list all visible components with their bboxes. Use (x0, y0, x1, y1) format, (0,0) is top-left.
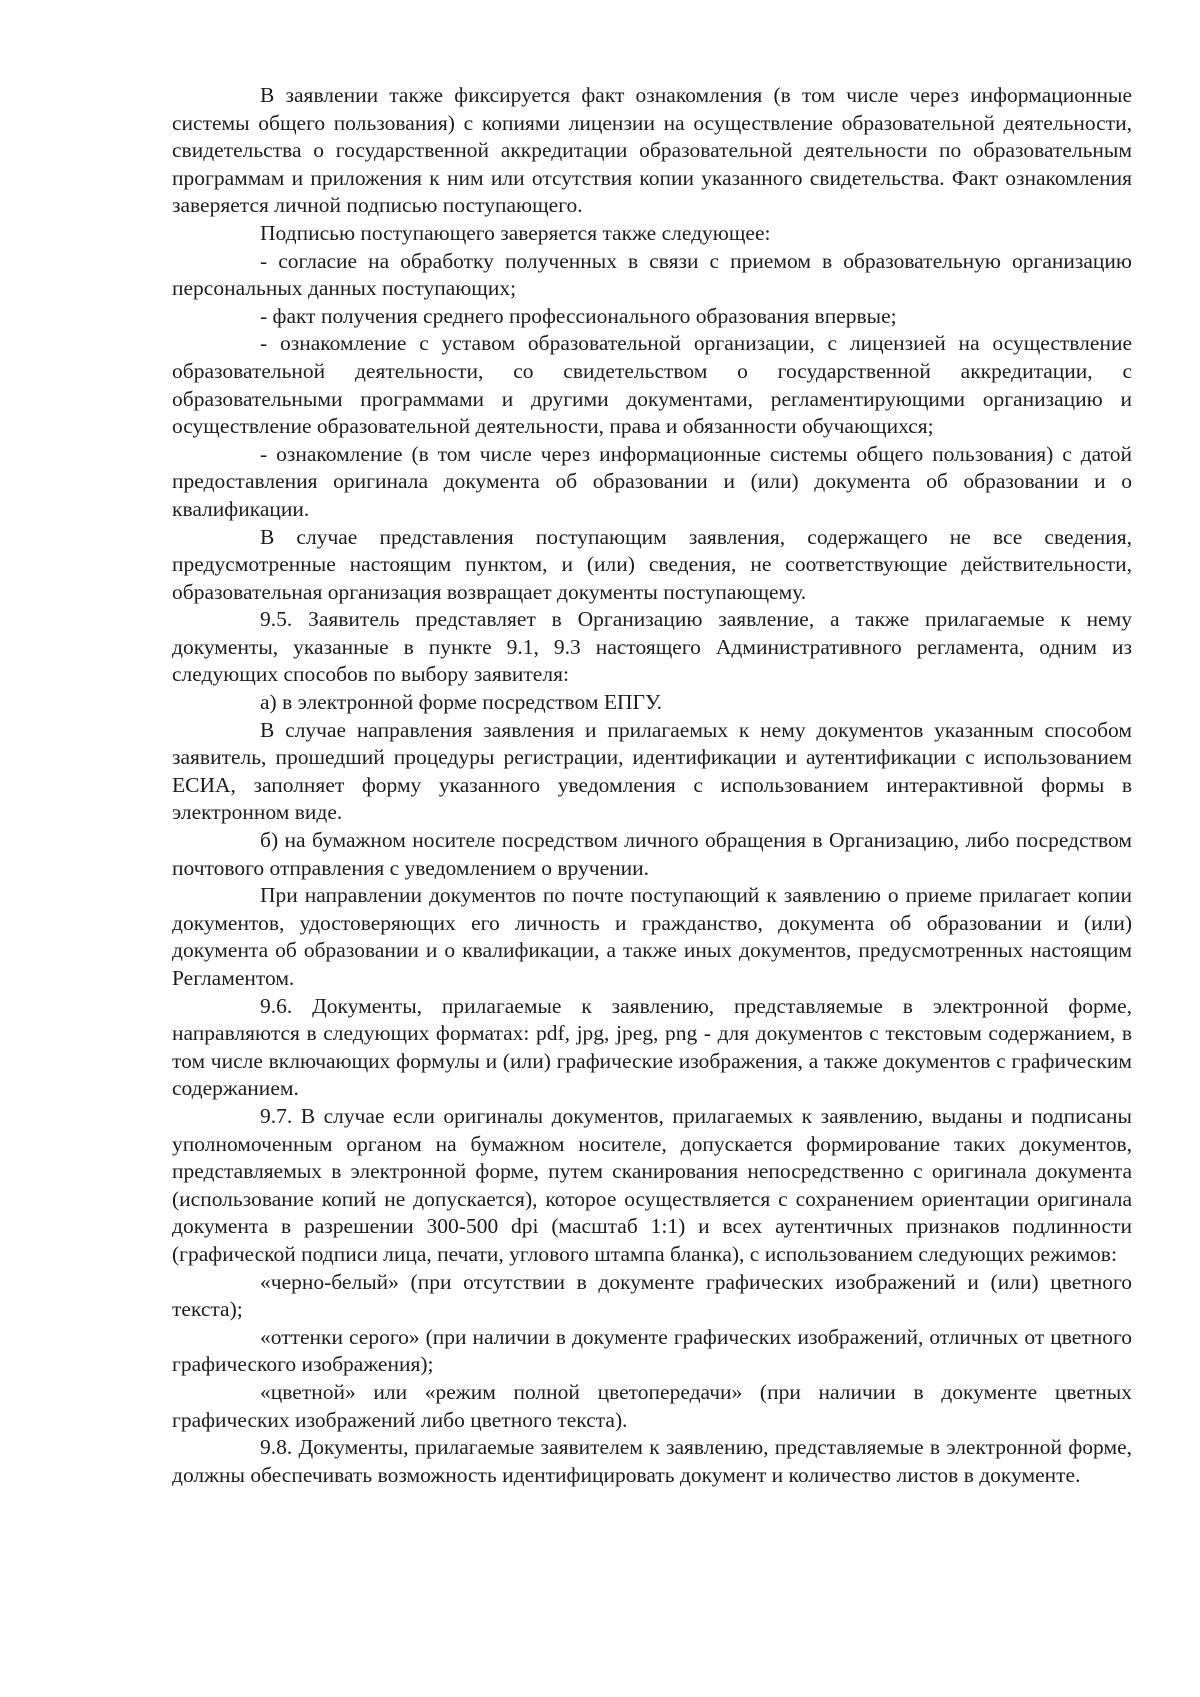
paragraph-9-7: 9.7. В случае если оригиналы документов, прилагаемых к заявлению, выданы и подписаны уполномоченным органом на бумажном носителе, допускается формирование таких документов, представляемых в электронной форме, путем сканирования непосредственно с оригинала документа (использование копий не допускается), которое осуществляется с сохранением ориентации оригинала документа в разрешении 300-500 dpi (масштаб 1:1) и всех аутентичных признаков подлинности (графической подписи лица, печати, углового штампа бланка), с использованием следующих режимов: (172, 1103, 1132, 1266)
list-item-original-date: - ознакомление (в том числе через информационные системы общего пользования) с датой предоставления оригинала документа об образовании и (или) документа об образовании и о квалификации. (172, 441, 1132, 521)
paragraph-esia: В случае направления заявления и прилагаемых к нему документов указанным способом заявитель, прошедший процедуры регистрации, идентификации и аутентификации с использованием ЕСИА, заполняет форму указанного уведомления с использованием интерактивной формы в электронном виде. (172, 717, 1132, 825)
paragraph-9-8: 9.8. Документы, прилагаемые заявителем к заявлению, представляемые в электронной форме, должны обеспечивать возможность идентифицировать документ и количество листов в документе. (172, 1435, 1132, 1487)
paragraph-signature-intro: Подписью поступающего заверяется также следующее: (260, 220, 771, 245)
paragraph-return-documents: В случае представления поступающим заявления, содержащего не все сведения, предусмотренные настоящим пунктом, и (или) сведения, не соответствующие действительности, образовательная организация возвращает документы поступающему. (172, 524, 1132, 604)
list-item-first-education: - факт получения среднего профессионального образования впервые; (260, 303, 897, 328)
paragraph-familiarization: В заявлении также фиксируется факт ознакомления (в том числе через информационные системы общего пользования) с копиями лицензии на осуществление образовательной деятельности, свидетельства о государственной аккредитации образовательной деятельности по образовательным программам и приложения к ним или отсутствия копии указанного свидетельства. Факт ознакомления заверяется личной подписью поступающего. (172, 83, 1132, 218)
paragraph-method-a: а) в электронной форме посредством ЕПГУ. (260, 690, 663, 715)
document-page (172, 82, 1132, 1489)
paragraph-9-6: 9.6. Документы, прилагаемые к заявлению, представляемые в электронной форме, направляются в следующих форматах: pdf, jpg, jpeg, png - для документов с текстовым содержанием, в том числе включающих формулы и (или) графические изображения, а также документов с графическим содержанием. (172, 993, 1132, 1101)
paragraph-mode-color: «цветной» или «режим полной цветопередачи» (при наличии в документе цветных графических изображений либо цветного текста). (172, 1379, 1132, 1432)
paragraph-method-b: б) на бумажном носителе посредством личного обращения в Организацию, либо посредством почтового отправления с уведомлением о вручении. (172, 828, 1132, 880)
paragraph-mode-gray: «оттенки серого» (при наличии в документе графических изображений, отличных от цветного графического изображения); (172, 1324, 1132, 1377)
paragraph-9-5: 9.5. Заявитель представляет в Организацию заявление, а также прилагаемые к нему документы, указанные в пункте 9.1, 9.3 настоящего Административного регламента, одним из следующих способов по выбору заявителя: (172, 607, 1132, 687)
paragraph-postal: При направлении документов по почте поступающий к заявлению о приеме прилагает копии документов, удостоверяющих его личность и гражданство, документа об образовании и (или) документа об образовании и о квалификации, а также иных документов, предусмотренных настоящим Регламентом. (172, 883, 1132, 990)
paragraph-mode-bw: «черно-белый» (при отсутствии в документе графических изображений и (или) цветного текста); (172, 1269, 1132, 1322)
list-item-charter-familiarization: - ознакомление с уставом образовательной организации, с лицензией на осуществление образовательной деятельности, со свидетельством о государственной аккредитации, с образовательными программами и другими документами, регламентирующими организацию и осуществление образовательной деятельности, права и обязанности обучающихся; (172, 331, 1132, 439)
list-item-consent: - согласие на обработку полученных в связи с приемом в образовательную организацию персональных данных поступающих; (172, 248, 1132, 301)
